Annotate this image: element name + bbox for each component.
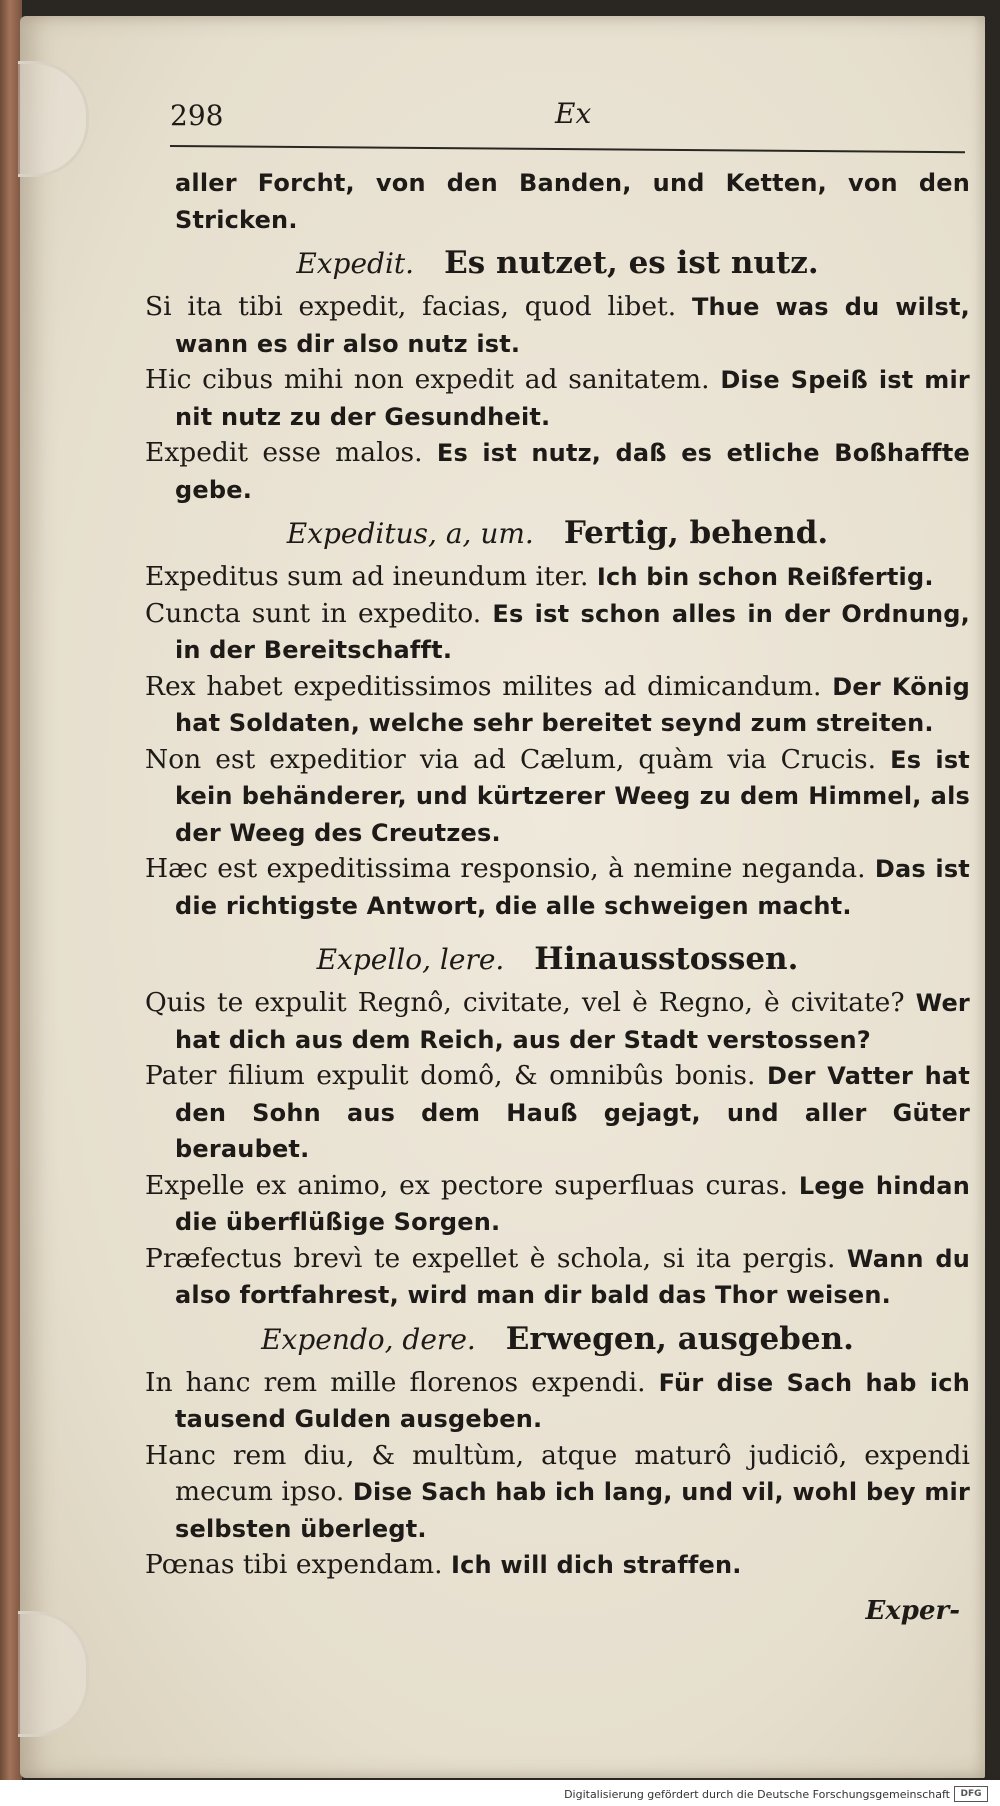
example-entry (145, 669, 970, 742)
german-text: Lege hindan die überflüßige Sorgen. (175, 1171, 970, 1236)
german-text: Wer hat dich aus dem Reich, aus der Stadt verstossen? (175, 989, 970, 1054)
example-entry (145, 851, 970, 924)
german-text: Fertig, behend. (563, 515, 829, 551)
german-text: Es nutzet, es ist nutz. (444, 245, 819, 281)
example-entry (145, 1168, 970, 1241)
latin-text: Quis te expulit Regnô, civitate, vel è Regno, è civitate? (145, 987, 905, 1018)
book-spine-edge (0, 0, 22, 1806)
latin-text: Rex habet expeditissimos milites ad dimicandum. (145, 670, 822, 702)
header-rule (170, 145, 965, 153)
latin-text: Præfectus brevì te expellet è schola, si ita pergis. (145, 1242, 836, 1274)
latin-text: Expedit esse malos. (145, 437, 423, 468)
german-text: Es ist schon alles in der Ordnung, in der Bereitschafft. (175, 599, 970, 664)
latin-text: Pater filium expulit domô, & omnibûs bonis. (145, 1060, 756, 1091)
german-text: Das ist die richtigste Antwort, die alle schweigen macht. (175, 855, 970, 920)
continued-text (145, 165, 970, 238)
example-entry (145, 985, 970, 1058)
german-text: Es ist nutz, daß es etliche Boßhaffte gebe. (175, 439, 970, 504)
spacer (145, 924, 970, 934)
example-entry (145, 289, 970, 362)
dfg-logo: DFG (954, 1786, 988, 1802)
lemma-expello (145, 936, 970, 983)
german-text: Für dise Sach hab ich tausend Gulden ausgeben. (175, 1368, 970, 1433)
german-text: Dise Sach hab ich lang, und vil, wohl bey mir selbsten überlegt. (175, 1478, 970, 1543)
german-text: Hinausstossen. (534, 941, 799, 977)
example-entry (145, 362, 970, 435)
lemma-expeditus (145, 510, 970, 557)
example-entry (145, 596, 970, 669)
digitization-credit: Digitalisierung gefördert durch die Deutsche Forschungsgemeinschaft (564, 1788, 950, 1801)
german-text: Es ist kein behänderer, und kürtzerer Weeg zu dem Himmel, als der Weeg des Creutzes. (175, 745, 970, 847)
running-head: Ex (555, 97, 592, 130)
latin-text: Expello, lere. (316, 943, 505, 976)
latin-text: In hanc rem mille florenos expendi. (145, 1366, 646, 1398)
latin-text: Cuncta sunt in expedito. (145, 597, 482, 629)
example-entry (145, 435, 970, 508)
dictionary-entries (145, 165, 970, 1626)
latin-text: Expedit. (296, 247, 415, 280)
german-text: aller Forcht, von den Banden, und Ketten, von den Stricken. (175, 169, 970, 234)
page-content (145, 95, 970, 1626)
german-text: Ich bin schon Reißfertig. (596, 563, 934, 591)
german-text: Der Vatter hat den Sohn aus dem Hauß gejagt, und aller Güter beraubet. (175, 1062, 970, 1163)
example-entry (145, 1438, 970, 1548)
latin-text: Pœnas tibi expendam. (145, 1549, 443, 1580)
lemma-expendo (145, 1316, 970, 1363)
latin-text: Expelle ex animo, ex pectore superfluas curas. (145, 1169, 788, 1201)
example-entry (145, 1058, 970, 1168)
german-text: Ich will dich straffen. (450, 1551, 742, 1579)
german-text: Wann du also fortfahrest, wird man dir bald das Thor weisen. (175, 1244, 970, 1309)
lemma-expedit (145, 240, 970, 287)
latin-text: Expeditus sum ad ineundum iter. (145, 561, 589, 592)
latin-text: Expeditus, a, um. (286, 517, 534, 550)
latin-text: Hæc est expeditissima responsio, à nemine neganda. (145, 853, 866, 884)
latin-text: Si ita tibi expedit, facias, quod libet. (145, 291, 677, 322)
german-text: Der König hat Soldaten, welche sehr bereitet seynd zum streiten. (175, 672, 970, 737)
example-entry (145, 559, 970, 596)
page-clip-top (18, 61, 89, 177)
latin-text: Hic cibus mihi non expedit ad sanitatem. (145, 364, 710, 395)
example-entry (145, 1365, 970, 1438)
example-entry (145, 742, 970, 852)
latin-text: Expendo, dere. (261, 1322, 476, 1356)
page-clip-bottom (18, 1611, 89, 1737)
example-entry (145, 1547, 970, 1584)
page-header (145, 95, 970, 147)
example-entry (145, 1241, 970, 1314)
latin-text: Hanc rem diu, & multùm, atque maturô judiciô, expendi mecum ipso. (145, 1439, 970, 1507)
page-number: 298 (170, 99, 224, 132)
german-text: Erwegen, ausgeben. (505, 1320, 854, 1357)
catchword: Exper- (865, 1595, 960, 1626)
german-text: Thue was du wilst, wann es dir also nutz ist. (175, 293, 970, 358)
german-text: Dise Speiß ist mir nit nutz zu der Gesundheit. (175, 366, 970, 431)
latin-text: Non est expeditior via ad Cælum, quàm via Crucis. (145, 743, 877, 775)
